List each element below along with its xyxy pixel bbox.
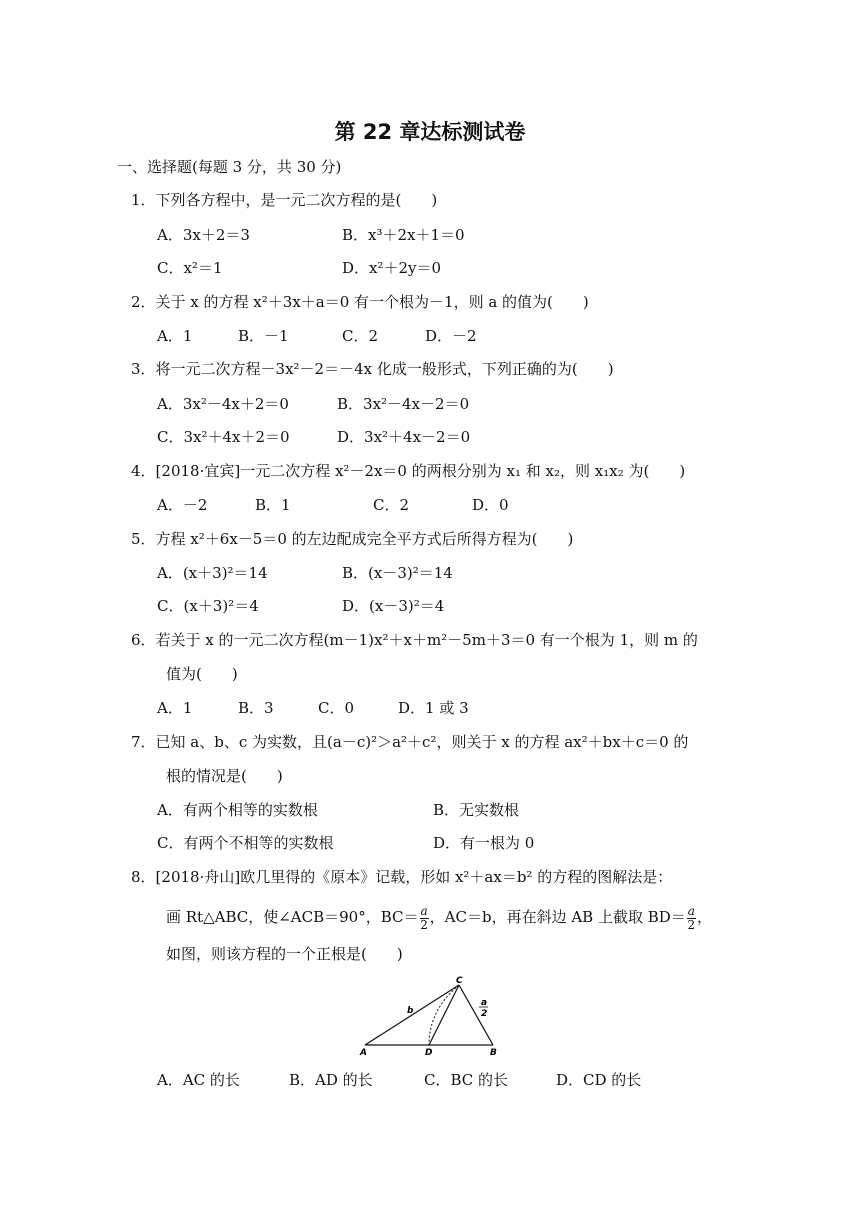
question-8-stem-cont2: 如图，则该方程的一个正根是( ) [166, 945, 403, 963]
q6-option-d: D．1 或 3 [398, 699, 469, 717]
label-a-den: 2 [481, 1009, 488, 1019]
q7-option-d: D．有一根为 0 [433, 834, 535, 852]
q5-option-a: A．(x＋3)²＝14 [157, 564, 268, 582]
question-6-stem: 6．若关于 x 的一元二次方程(m－1)x²＋x＋m²－5m＋3＝0 有一个根为 1，则 m 的 [131, 631, 698, 649]
fraction-a-over-2: $\frac{a}{2}$ [420, 903, 428, 932]
q4-option-c: C．2 [373, 496, 410, 514]
label-d: D [425, 1048, 433, 1058]
q7-option-a: A．有两个相等的实数根 [157, 801, 318, 819]
q2-option-a: A．1 [157, 327, 193, 345]
q2-option-b: B．－1 [238, 327, 289, 345]
q8-option-b: B．AD 的长 [289, 1071, 373, 1089]
q8-part-a: 画 Rt△ABC，使∠ACB＝90°，BC＝ [166, 908, 419, 926]
q4-option-b: B．1 [255, 496, 291, 514]
label-a: A [360, 1048, 367, 1058]
question-4-stem: 4．[2018·宜宾]一元二次方程 x²－2x＝0 的两根分别为 x₁ 和 x₂，则 x₁x₂ 为( ) [131, 462, 686, 480]
q3-option-d: D．3x²＋4x－2＝0 [337, 428, 471, 446]
q1-option-a: A．3x＋2＝3 [157, 226, 250, 244]
label-a-num: a [481, 998, 488, 1008]
q1-option-d: D．x²＋2y＝0 [342, 259, 442, 277]
q8-option-d: D．CD 的长 [556, 1071, 642, 1089]
question-7-stem: 7．已知 a、b、c 为实数，且(a－c)²＞a²＋c²，则关于 x 的方程 ax²＋bx＋c＝0 的 [131, 733, 689, 751]
q1-option-c: C．x²＝1 [157, 259, 223, 277]
q1-option-b: B．x³＋2x＋1＝0 [342, 226, 465, 244]
q2-option-d: D．－2 [425, 327, 477, 345]
q7-option-c: C．有两个不相等的实数根 [157, 834, 334, 852]
question-5-stem: 5．方程 x²＋6x－5＝0 的左边配成完全平方式后所得方程为( ) [131, 530, 574, 548]
triangle-figure [355, 975, 515, 1060]
question-3-stem: 3．将一元二次方程－3x²－2＝－4x 化成一般形式，下列正确的为( ) [131, 360, 614, 378]
q6-option-b: B．3 [238, 699, 274, 717]
q8-part-c: ， [696, 908, 712, 926]
q5-option-c: C．(x＋3)²＝4 [157, 597, 259, 615]
q8-option-c: C．BC 的长 [424, 1071, 509, 1089]
question-6-stem-cont: 值为( ) [166, 665, 238, 683]
label-side-b: b [407, 1006, 414, 1016]
section-heading: 一、选择题(每题 3 分，共 30 分) [117, 158, 342, 176]
label-c: C [456, 976, 463, 986]
q7-option-b: B．无实数根 [433, 801, 520, 819]
side-bc [459, 985, 493, 1045]
q8-option-a: A．AC 的长 [157, 1071, 240, 1089]
question-8-stem-cont [166, 902, 712, 932]
label-b: B [490, 1048, 497, 1058]
q3-option-c: C．3x²＋4x＋2＝0 [157, 428, 290, 446]
q2-option-c: C．2 [342, 327, 379, 345]
q6-option-c: C．0 [318, 699, 355, 717]
q6-option-a: A．1 [157, 699, 193, 717]
q4-option-a: A．－2 [157, 496, 208, 514]
q3-option-b: B．3x²－4x－2＝0 [337, 395, 470, 413]
q5-option-b: B．(x－3)²＝14 [342, 564, 453, 582]
page-title: 第 22 章达标测试卷 [334, 120, 526, 144]
q5-option-d: D．(x－3)²＝4 [342, 597, 445, 615]
q4-option-d: D．0 [472, 496, 509, 514]
question-1-stem: 1．下列各方程中，是一元二次方程的是( ) [131, 191, 438, 209]
question-8-stem: 8．[2018·舟山]欧几里得的《原本》记载，形如 x²＋ax＝b² 的方程的图解法是： [131, 868, 673, 886]
q8-part-b: ，AC＝b，再在斜边 AB 上截取 BD＝ [429, 908, 686, 926]
question-2-stem: 2．关于 x 的方程 x²＋3x＋a＝0 有一个根为－1，则 a 的值为( ) [131, 293, 589, 311]
question-7-stem-cont: 根的情况是( ) [166, 767, 283, 785]
q3-option-a: A．3x²－4x＋2＝0 [157, 395, 289, 413]
fraction-a-over-2: $\frac{a}{2}$ [687, 903, 696, 932]
